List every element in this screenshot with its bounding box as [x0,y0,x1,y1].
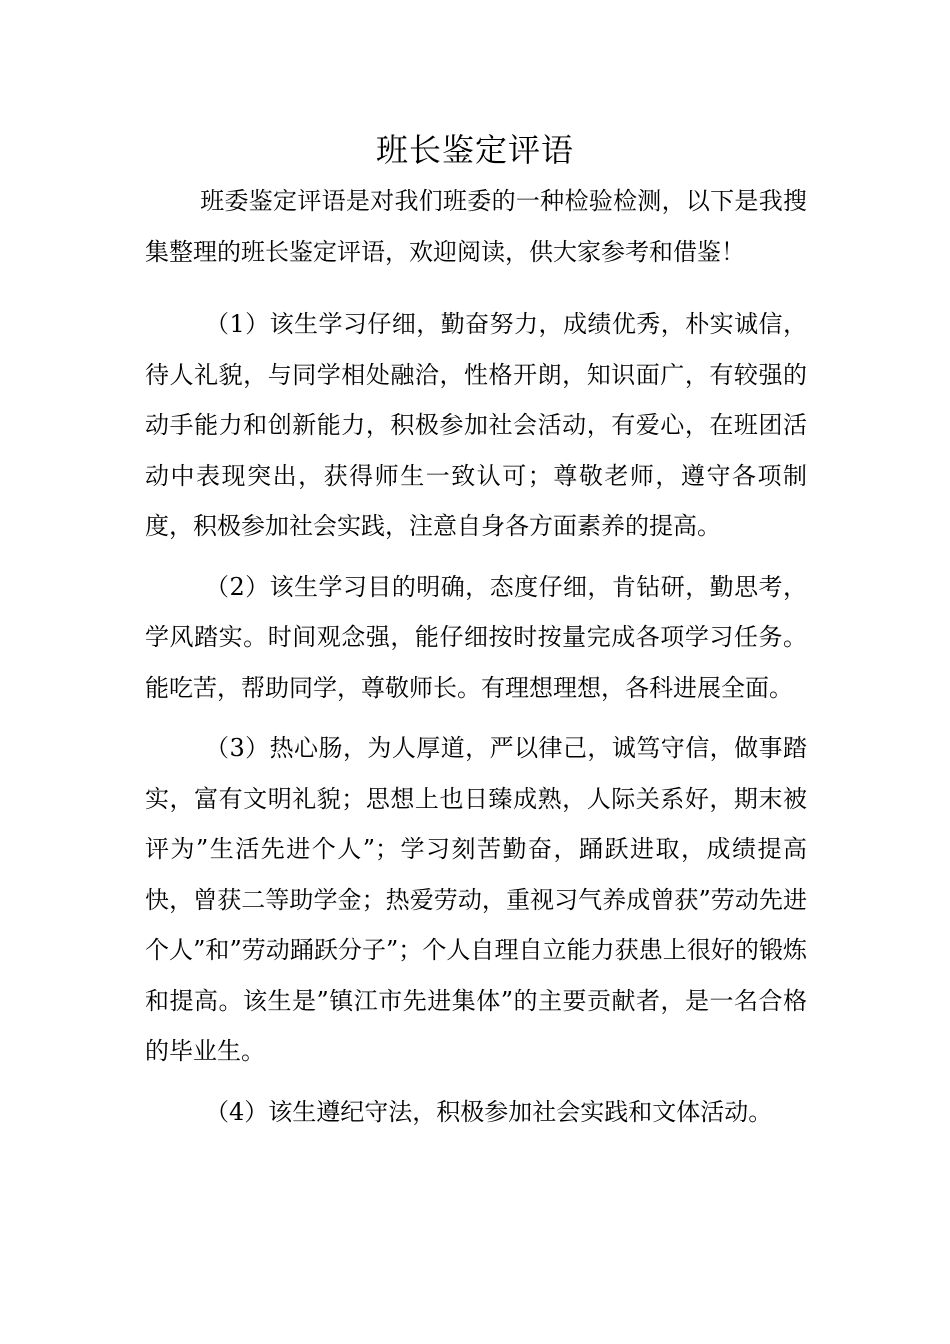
intro-paragraph: 班委鉴定评语是对我们班委的一种检验检测，以下是我搜集整理的班长鉴定评语，欢迎阅读，供大家参考和借鉴！ [145,187,807,266]
document-body [145,176,807,1137]
comment-paragraph-2: （2）该生学习目的明确，态度仔细，肯钻研，勤思考，学风踏实。时间观念强，能仔细按时按量完成各项学习任务。能吃苦，帮助同学，尊敬师长。有理想理想，各科进展全面。 [145,572,807,702]
document-title: 班长鉴定评语 [375,131,574,169]
comment-paragraph-1: （1）该生学习仔细，勤奋努力，成绩优秀，朴实诚信，待人礼貌，与同学相处融洽，性格开朗，知识面广，有较强的动手能力和创新能力，积极参加社会活动，有爱心，在班团活动中表现突出，获得师生一致认可；尊敬老师，遵守各项制度，积极参加社会实践，注意自身各方面素养的提高。 [145,310,807,540]
comment-paragraph-4: （4）该生遵纪守法，积极参加社会实践和文体活动。 [205,1097,773,1126]
comment-paragraph-3: （3）热心肠，为人厚道，严以律己，诚笃守信，做事踏实，富有文明礼貌；思想上也日臻成熟，人际关系好，期末被评为”生活先进个人”；学习刻苦勤奋，踊跃进取，成绩提高快，曾获二等助学金；热爱劳动，重视习气养成曾获”劳动先进个人”和”劳动踊跃分子”；个人自理自立能力获患上很好的锻炼和提高。该生是”镇江市先进集体”的主要贡献者，是一名合格的毕业生。 [145,734,807,1065]
